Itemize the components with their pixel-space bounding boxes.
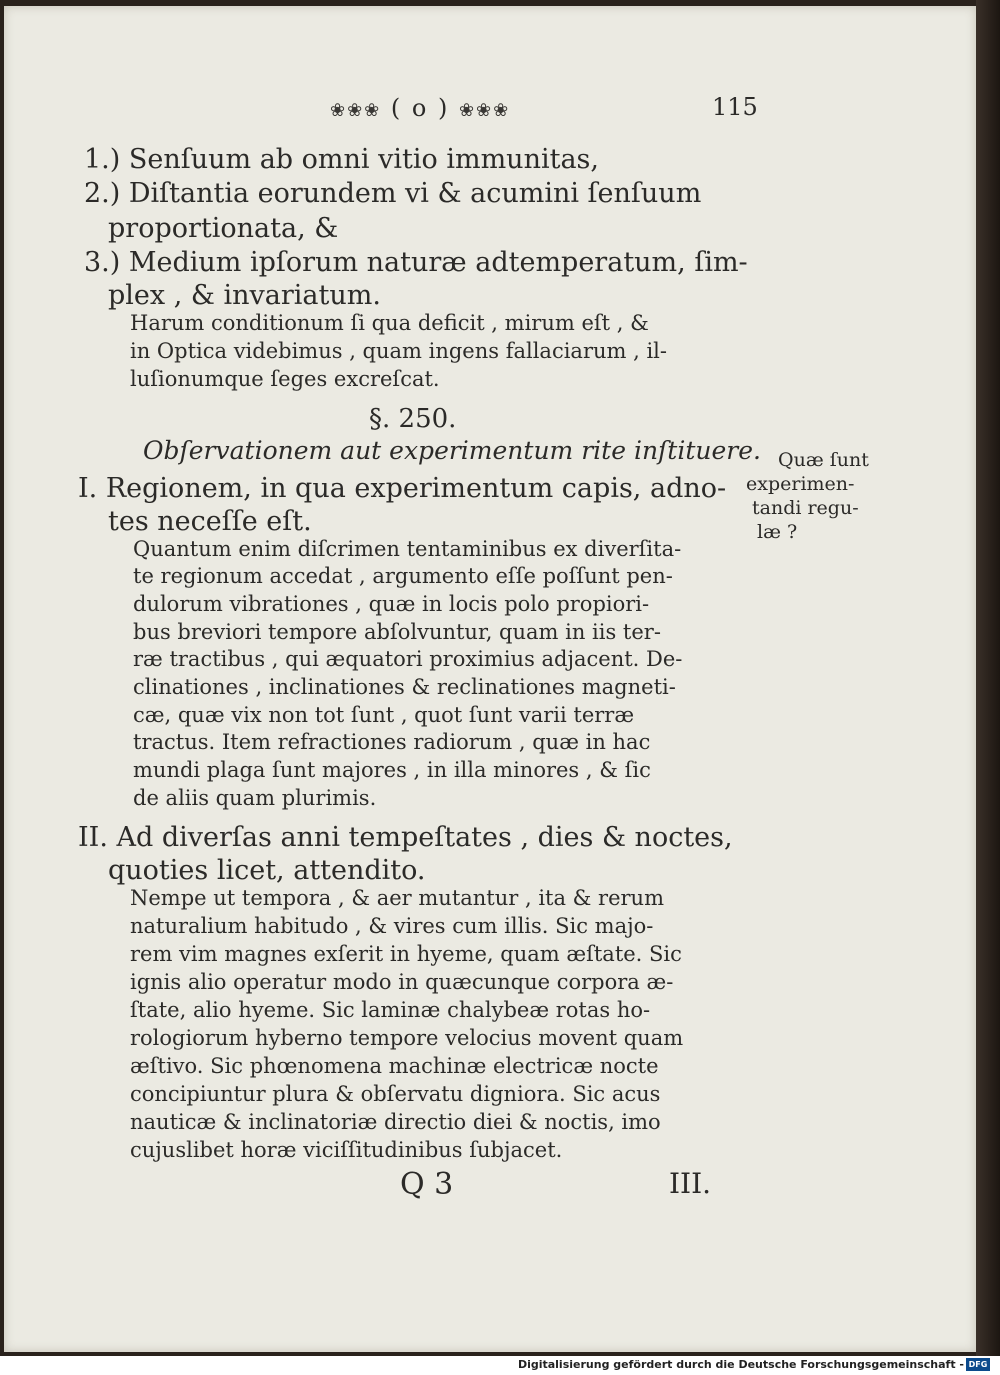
body-line: de aliis quam plurimis. <box>133 786 377 810</box>
body-line: naturalium habitudo , & vires cum illis. Sic majo- <box>130 914 654 938</box>
list-item: 3.) Medium ipſorum naturæ adtemperatum, ſim- <box>84 247 748 278</box>
page-number: 115 <box>712 93 758 121</box>
body-line: cujuslibet horæ viciſſitudinibus ſubjacet. <box>130 1138 563 1162</box>
list-item: proportionata, & <box>108 213 339 244</box>
rule-line: quoties licet, attendito. <box>108 855 426 886</box>
body-line: mundi plaga ſunt majores , in illa minores , & ſic <box>133 758 651 782</box>
body-line: dulorum vibrationes , quæ in locis polo propiori- <box>133 592 650 616</box>
note-line: luſionumque ſeges excreſcat. <box>130 367 440 391</box>
body-line: tractus. Item refractiones radiorum , quæ in hac <box>133 730 651 754</box>
running-header <box>330 94 510 122</box>
digitization-credit: Digitalisierung gefördert durch die Deutsche Forschungsgemeinschaft - <box>517 1358 964 1371</box>
catchword: III. <box>669 1167 712 1200</box>
margin-note-line: experimen- <box>746 473 855 495</box>
margin-note-line: Quæ ſunt <box>778 449 869 471</box>
body-line: rologiorum hyberno tempore velocius movent quam <box>130 1026 684 1050</box>
body-line: ignis alio operatur modo in quæcunque corpora æ- <box>130 970 674 994</box>
header-center: ( o ) <box>390 94 450 122</box>
list-item: 1.) Senſuum ab omni vitio immunitas, <box>84 144 599 175</box>
list-item: plex , & invariatum. <box>108 280 381 311</box>
section-number: §. 250. <box>369 404 457 434</box>
section-heading: Obſervationem aut experimentum rite inſtituere. <box>143 436 761 465</box>
book-gutter <box>976 0 1000 1356</box>
rule-line: I. Regionem, in qua experimentum capis, adno- <box>78 473 727 504</box>
rule-line: tes neceſſe eſt. <box>108 506 312 537</box>
body-line: concipiuntur plura & obſervatu digniora. Sic acus <box>130 1082 661 1106</box>
margin-note-line: tandi regu- <box>752 497 859 519</box>
note-line: in Optica videbimus , quam ingens fallaciarum , il- <box>130 339 667 363</box>
body-line: ſtate, alio hyeme. Sic laminæ chalybeæ rotas ho- <box>130 998 651 1022</box>
ornament-left-icon: ❀❀❀ <box>330 100 382 121</box>
body-line: rem vim magnes exſerit in hyeme, quam æſtate. Sic <box>130 942 682 966</box>
body-line: cæ, quæ vix non tot ſunt , quot ſunt varii terræ <box>133 703 635 727</box>
rule-line: II. Ad diverſas anni tempeſtates , dies & noctes, <box>78 822 733 853</box>
ornament-right-icon: ❀❀❀ <box>458 100 511 121</box>
body-line: te regionum accedat , argumento eſſe poſſunt pen- <box>133 564 673 588</box>
list-item: 2.) Diſtantia eorundem vi & acumini ſenſuum <box>84 178 702 209</box>
body-line: clinationes , inclinationes & reclinationes magneti- <box>133 675 676 699</box>
body-line: ræ tractibus , qui æquatori proximius adjacent. De- <box>133 647 683 671</box>
body-line: Quantum enim diſcrimen tentaminibus ex diverſita- <box>133 537 682 561</box>
body-line: æſtivo. Sic phœnomena machinæ electricæ nocte <box>130 1054 659 1078</box>
body-line: nauticæ & inclinatoriæ directio diei & noctis, imo <box>130 1110 661 1134</box>
margin-note-line: læ ? <box>757 521 798 543</box>
body-line: Nempe ut tempora , & aer mutantur , ita & rerum <box>130 886 664 910</box>
note-line: Harum conditionum ſi qua deficit , mirum eſt , & <box>130 311 649 335</box>
dfg-logo-icon: DFG <box>966 1358 990 1371</box>
signature-mark: Q 3 <box>400 1167 454 1202</box>
body-line: bus breviori tempore abſolvuntur, quam in iis ter- <box>133 620 661 644</box>
